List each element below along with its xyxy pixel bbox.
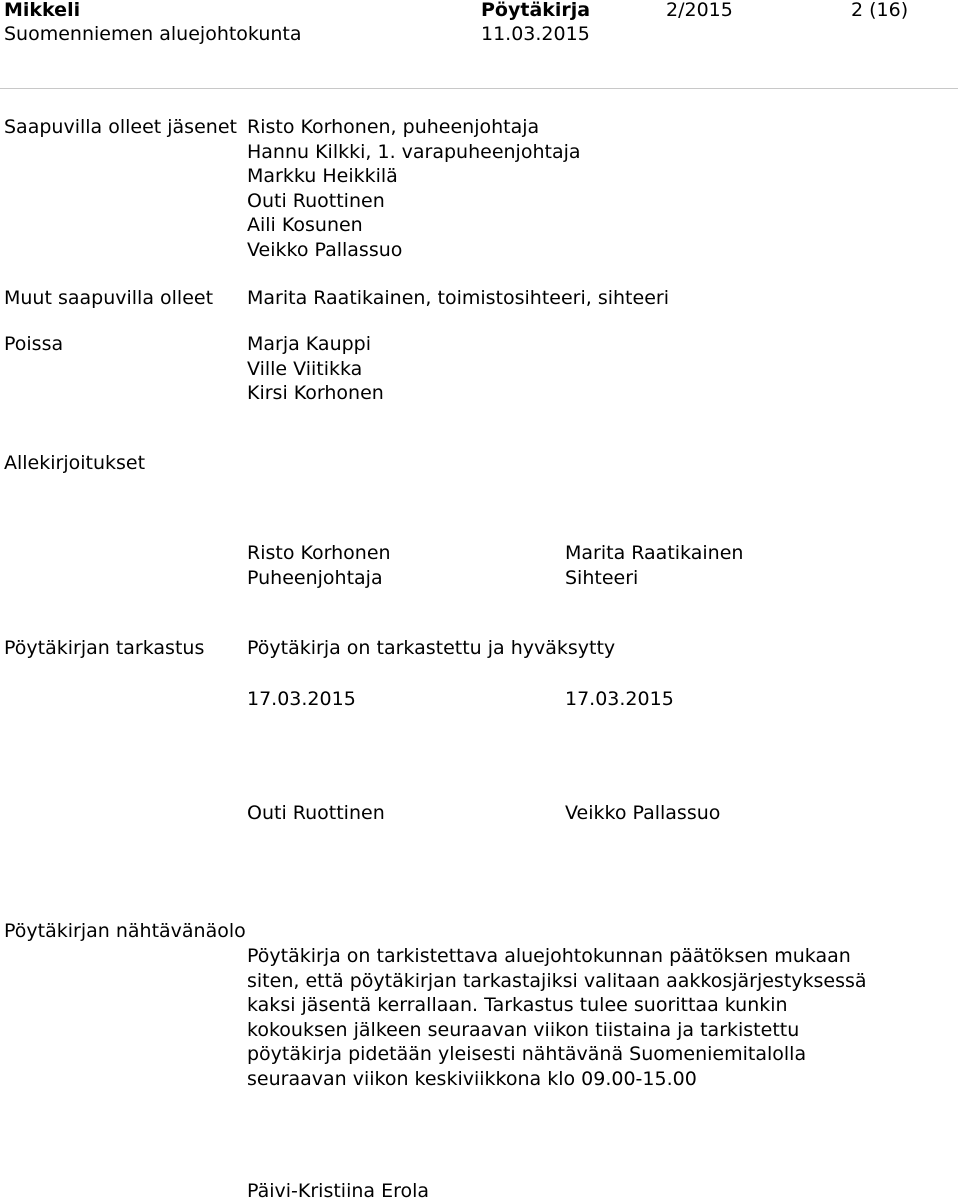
display-text-line: Pöytäkirja on tarkistettava aluejohtokunnan päätöksen mukaan bbox=[247, 945, 851, 967]
chair-role: Puheenjohtaja bbox=[247, 567, 383, 589]
absent-member: Marja Kauppi bbox=[247, 333, 372, 355]
document-type: Pöytäkirja bbox=[481, 0, 591, 21]
organization-name: Mikkeli bbox=[4, 0, 81, 21]
display-text-line: seuraavan viikon keskiviikkona klo 09.00-15.00 bbox=[247, 1067, 697, 1090]
present-member: Aili Kosunen bbox=[247, 214, 363, 236]
review-date-2: 17.03.2015 bbox=[565, 688, 674, 710]
display-signer-name: Päivi-Kristiina Erola bbox=[247, 1180, 430, 1202]
review-statement: Pöytäkirja on tarkastettu ja hyväksytty bbox=[247, 637, 616, 659]
absent-member: Kirsi Korhonen bbox=[247, 382, 384, 404]
secretary-name: Marita Raatikainen bbox=[565, 542, 744, 564]
present-member: Hannu Kilkki, 1. varapuheenjohtaja bbox=[247, 140, 581, 163]
display-text-line: kokouksen jälkeen seuraavan viikon tiistaina ja tarkistettu bbox=[247, 1018, 800, 1041]
secretary-role: Sihteeri bbox=[565, 567, 639, 589]
review-date-1: 17.03.2015 bbox=[247, 688, 356, 710]
chair-name: Risto Korhonen bbox=[247, 542, 391, 564]
signatures-label: Allekirjoitukset bbox=[4, 452, 146, 474]
present-label: Saapuvilla olleet jäsenet bbox=[4, 116, 237, 138]
review-label: Pöytäkirjan tarkastus bbox=[4, 637, 205, 659]
present-member: Risto Korhonen, puheenjohtaja bbox=[247, 116, 540, 138]
reviewer-2-name: Veikko Pallassuo bbox=[565, 802, 721, 824]
absent-member: Ville Viitikka bbox=[247, 357, 363, 380]
absent-label: Poissa bbox=[4, 333, 64, 355]
page-number: 2 (16) bbox=[851, 0, 909, 21]
document-number: 2/2015 bbox=[666, 0, 733, 21]
display-label: Pöytäkirjan nähtävänäolo bbox=[4, 920, 246, 942]
meeting-date: 11.03.2015 bbox=[481, 23, 590, 45]
unit-name: Suomenniemen aluejohtokunta bbox=[4, 23, 302, 45]
present-member: Markku Heikkilä bbox=[247, 165, 398, 187]
display-text-line: kaksi jäsentä kerrallaan. Tarkastus tulee suorittaa kunkin bbox=[247, 994, 788, 1016]
others-label: Muut saapuvilla olleet bbox=[4, 287, 214, 309]
present-member: Outi Ruottinen bbox=[247, 189, 385, 212]
display-text-line: pöytäkirja pidetään yleisesti nähtävänä Suomeniemitalolla bbox=[247, 1043, 807, 1065]
other-attendee: Marita Raatikainen, toimistosihteeri, sihteeri bbox=[247, 287, 669, 309]
display-text-line: siten, että pöytäkirjan tarkastajiksi valitaan aakkosjärjestyksessä bbox=[247, 969, 867, 992]
present-member: Veikko Pallassuo bbox=[247, 238, 403, 261]
header-divider bbox=[0, 88, 958, 89]
reviewer-1-name: Outi Ruottinen bbox=[247, 802, 385, 824]
